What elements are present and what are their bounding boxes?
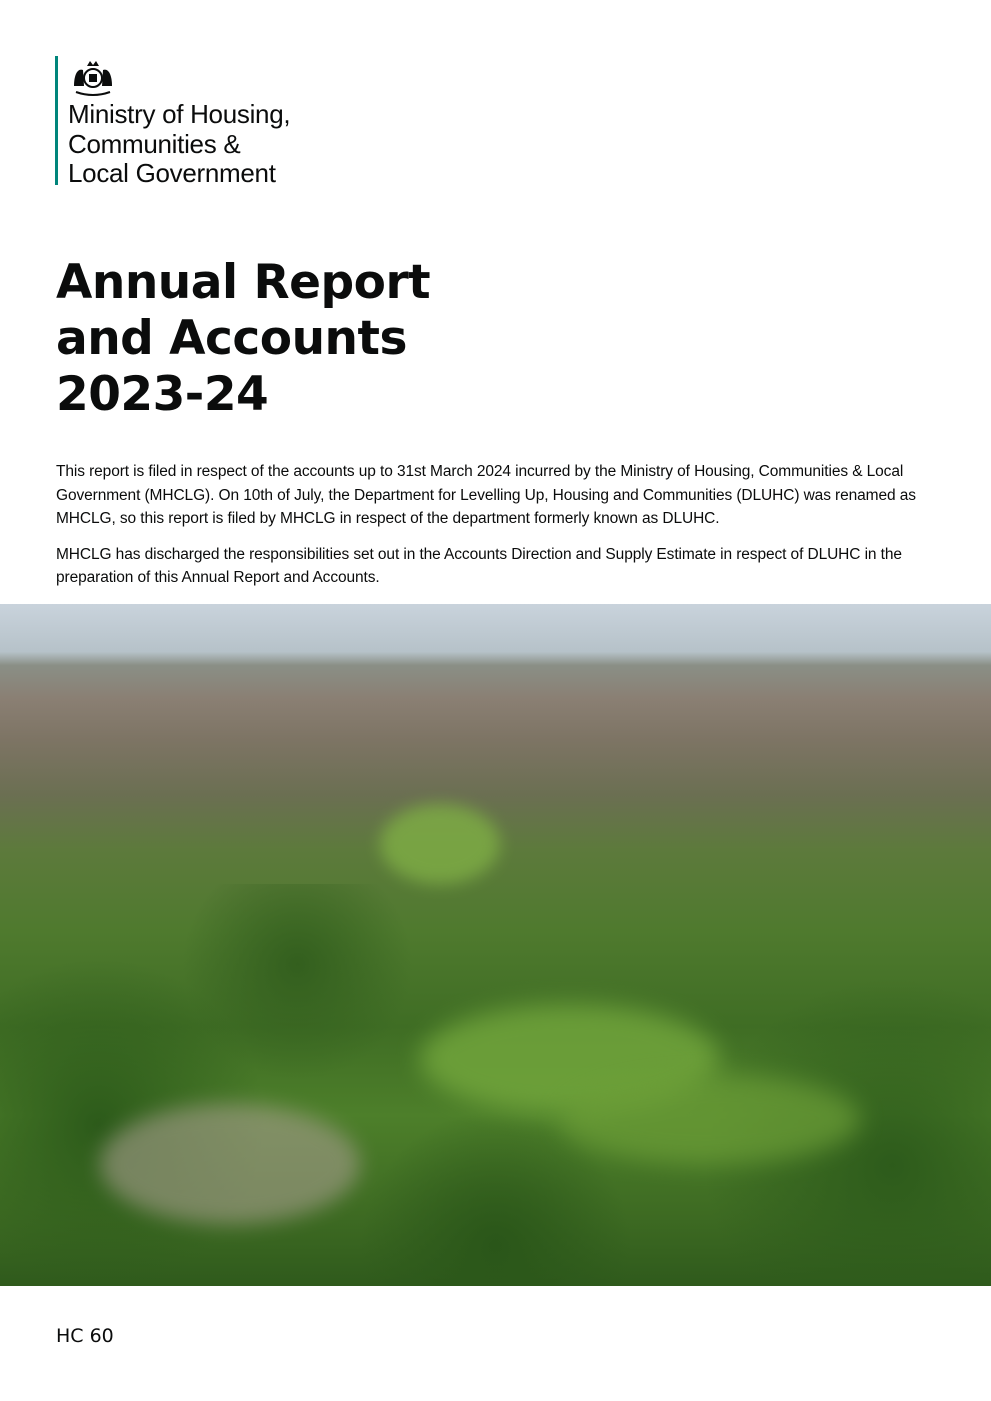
house-of-commons-number: HC 60	[56, 1325, 114, 1347]
title-line: Annual Report	[56, 255, 431, 310]
organisation-name-line: Communities &	[68, 128, 241, 159]
title-line: 2023-24	[56, 367, 269, 422]
intro-paragraph: MHCLG has discharged the responsibilities set out in the Accounts Direction and Supply Estimate in respect of DLUHC in the preparation of this Annual Report and Accounts.	[56, 545, 902, 586]
royal-coat-of-arms-icon	[68, 56, 118, 98]
photo-grass	[380, 804, 500, 884]
photo-grass	[560, 1074, 860, 1164]
organisation-name-line: Ministry of Housing,	[68, 99, 291, 129]
intro-text	[56, 460, 941, 602]
organisation-name-line: Local Government	[68, 158, 276, 188]
organisation-name	[68, 100, 290, 189]
cover-photo-aerial-parkland	[0, 604, 991, 1286]
title-line: and Accounts	[56, 311, 407, 366]
photo-path	[100, 1104, 360, 1224]
intro-paragraph: This report is filed in respect of the accounts up to 31st March 2024 incurred by the Ministry of Housing, Communities & Local Government (MHCLG). On 10th of July, the Department for Levelling Up, Housing and Communities (DLUHC) was renamed as MHCLG, so this report is filed by MHCLG in respect of the department formerly known as DLUHC.	[56, 463, 916, 527]
report-title	[56, 255, 430, 423]
department-logo	[55, 56, 291, 188]
